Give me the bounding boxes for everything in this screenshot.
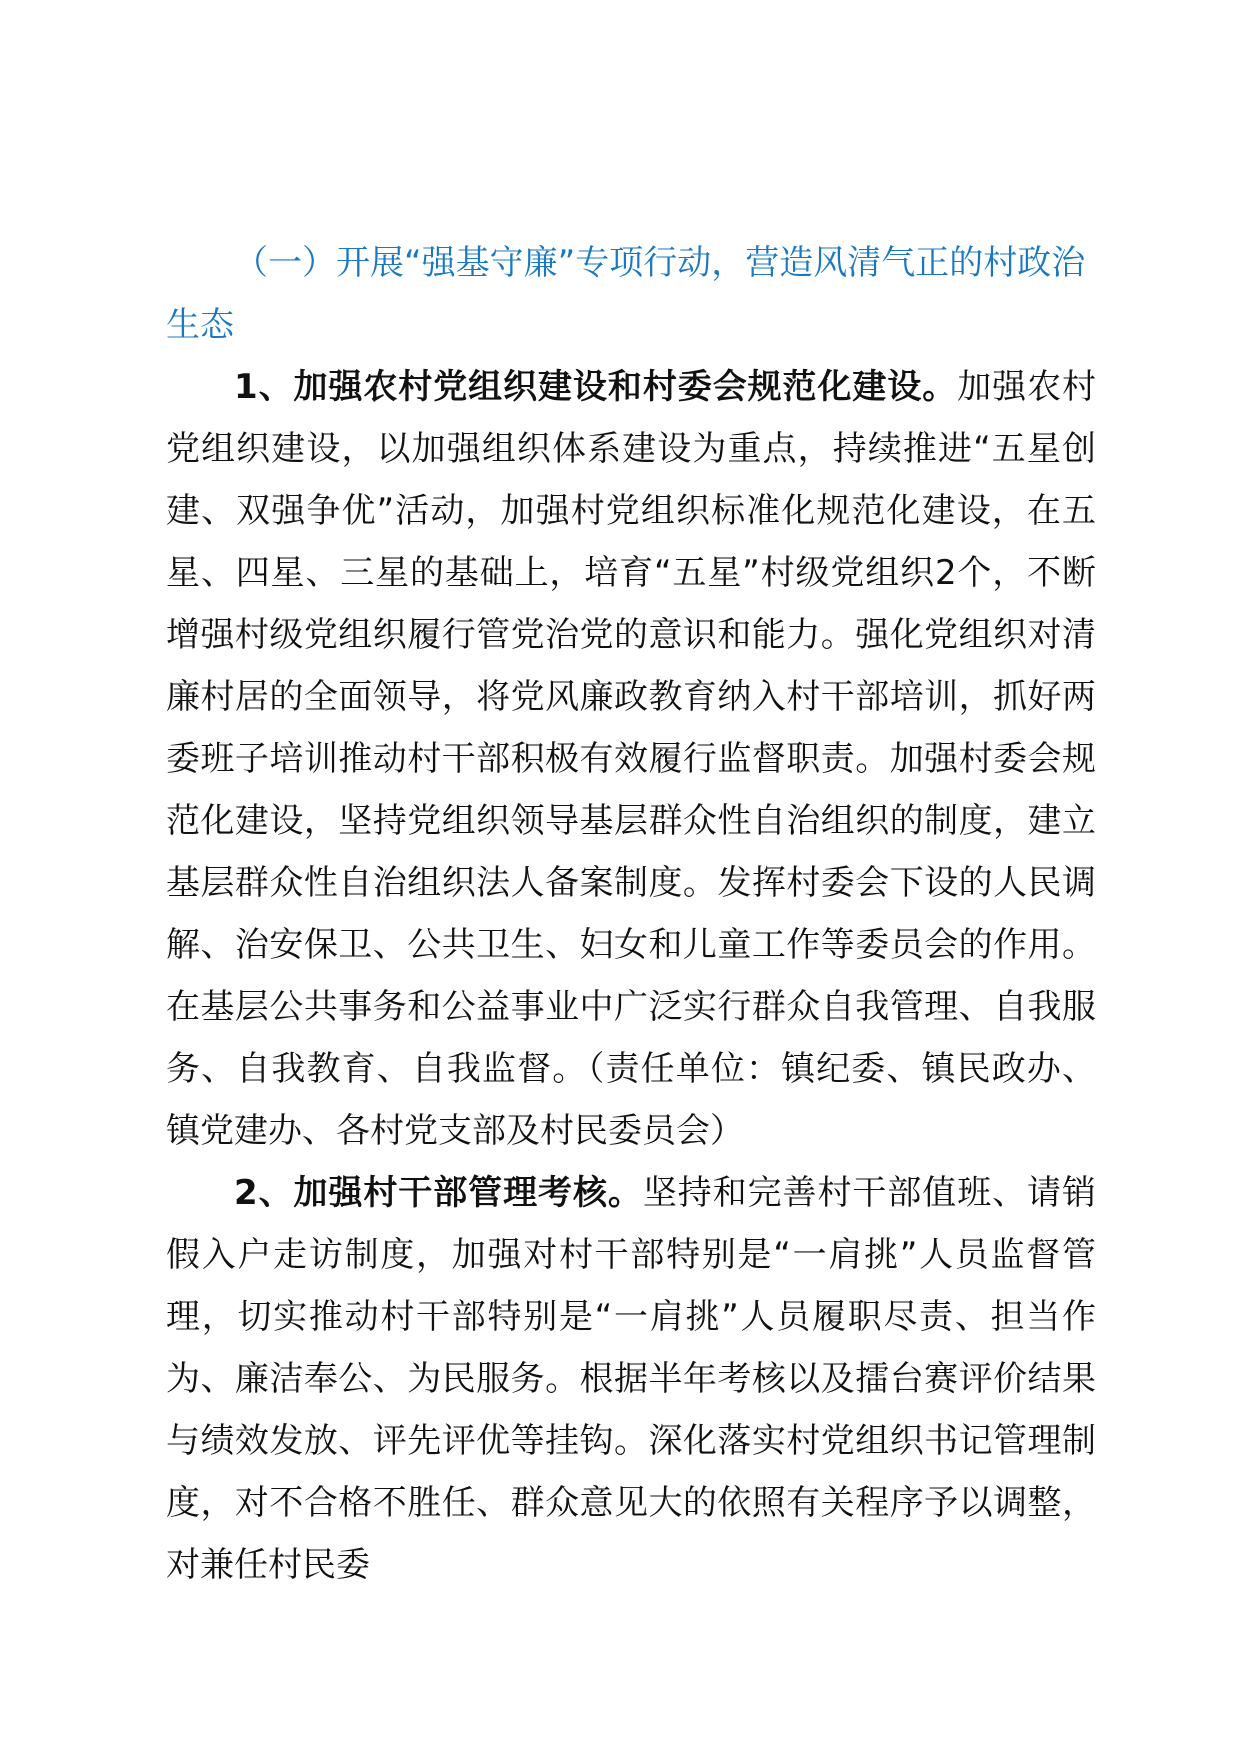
section-heading: （一）开展“强基守廉”专项行动，营造风清气正的村政治生态 [166, 243, 1086, 345]
paragraph-1-lead: 1、加强农村党组织建设和村委会规范化建设。 [234, 367, 958, 407]
paragraph-2-body: 坚持和完善村干部值班、请销假入户走访制度，加强对村干部特别是“一肩挑”人员监督管理，切实推动村干部特别是“一肩挑”人员履职尽责、担当作为、廉洁奉公、为民服务。根据半年考核以及擂台赛评价结果与绩效发放、评先评优等挂钩。深化落实村党组织书记管理制度，对不合格不胜任、群众意见大的依照有关程序予以调整，对兼任村民委 [166, 1173, 1096, 1585]
paragraph-1-body: 加强农村党组织建设，以加强组织体系建设为重点，持续推进“五星创建、双强争优”活动，加强村党组织标准化规范化建设，在五星、四星、三星的基础上，培育“五星”村级党组织2个，不断增强村级党组织履行管党治党的意识和能力。强化党组织对清廉村居的全面领导，将党风廉政教育纳入村干部培训，抓好两委班子培训推动村干部积极有效履行监督职责。加强村委会规范化建设，坚持党组织领导基层群众性自治组织的制度，建立基层群众性自治组织法人备案制度。发挥村委会下设的人民调解、治安保卫、公共卫生、妇女和儿童工作等委员会的作用。在基层公共事务和公益事业中广泛实行群众自我管理、自我服务、自我教育、自我监督。（责任单位：镇纪委、镇民政办、镇党建办、各村党支部及村民委员会） [166, 367, 1097, 1151]
document-page [166, 232, 1096, 1596]
paragraph-2 [166, 1162, 1096, 1596]
paragraph-1 [166, 356, 1096, 1162]
paragraph-2-lead: 2、加强村干部管理考核。 [234, 1173, 643, 1213]
